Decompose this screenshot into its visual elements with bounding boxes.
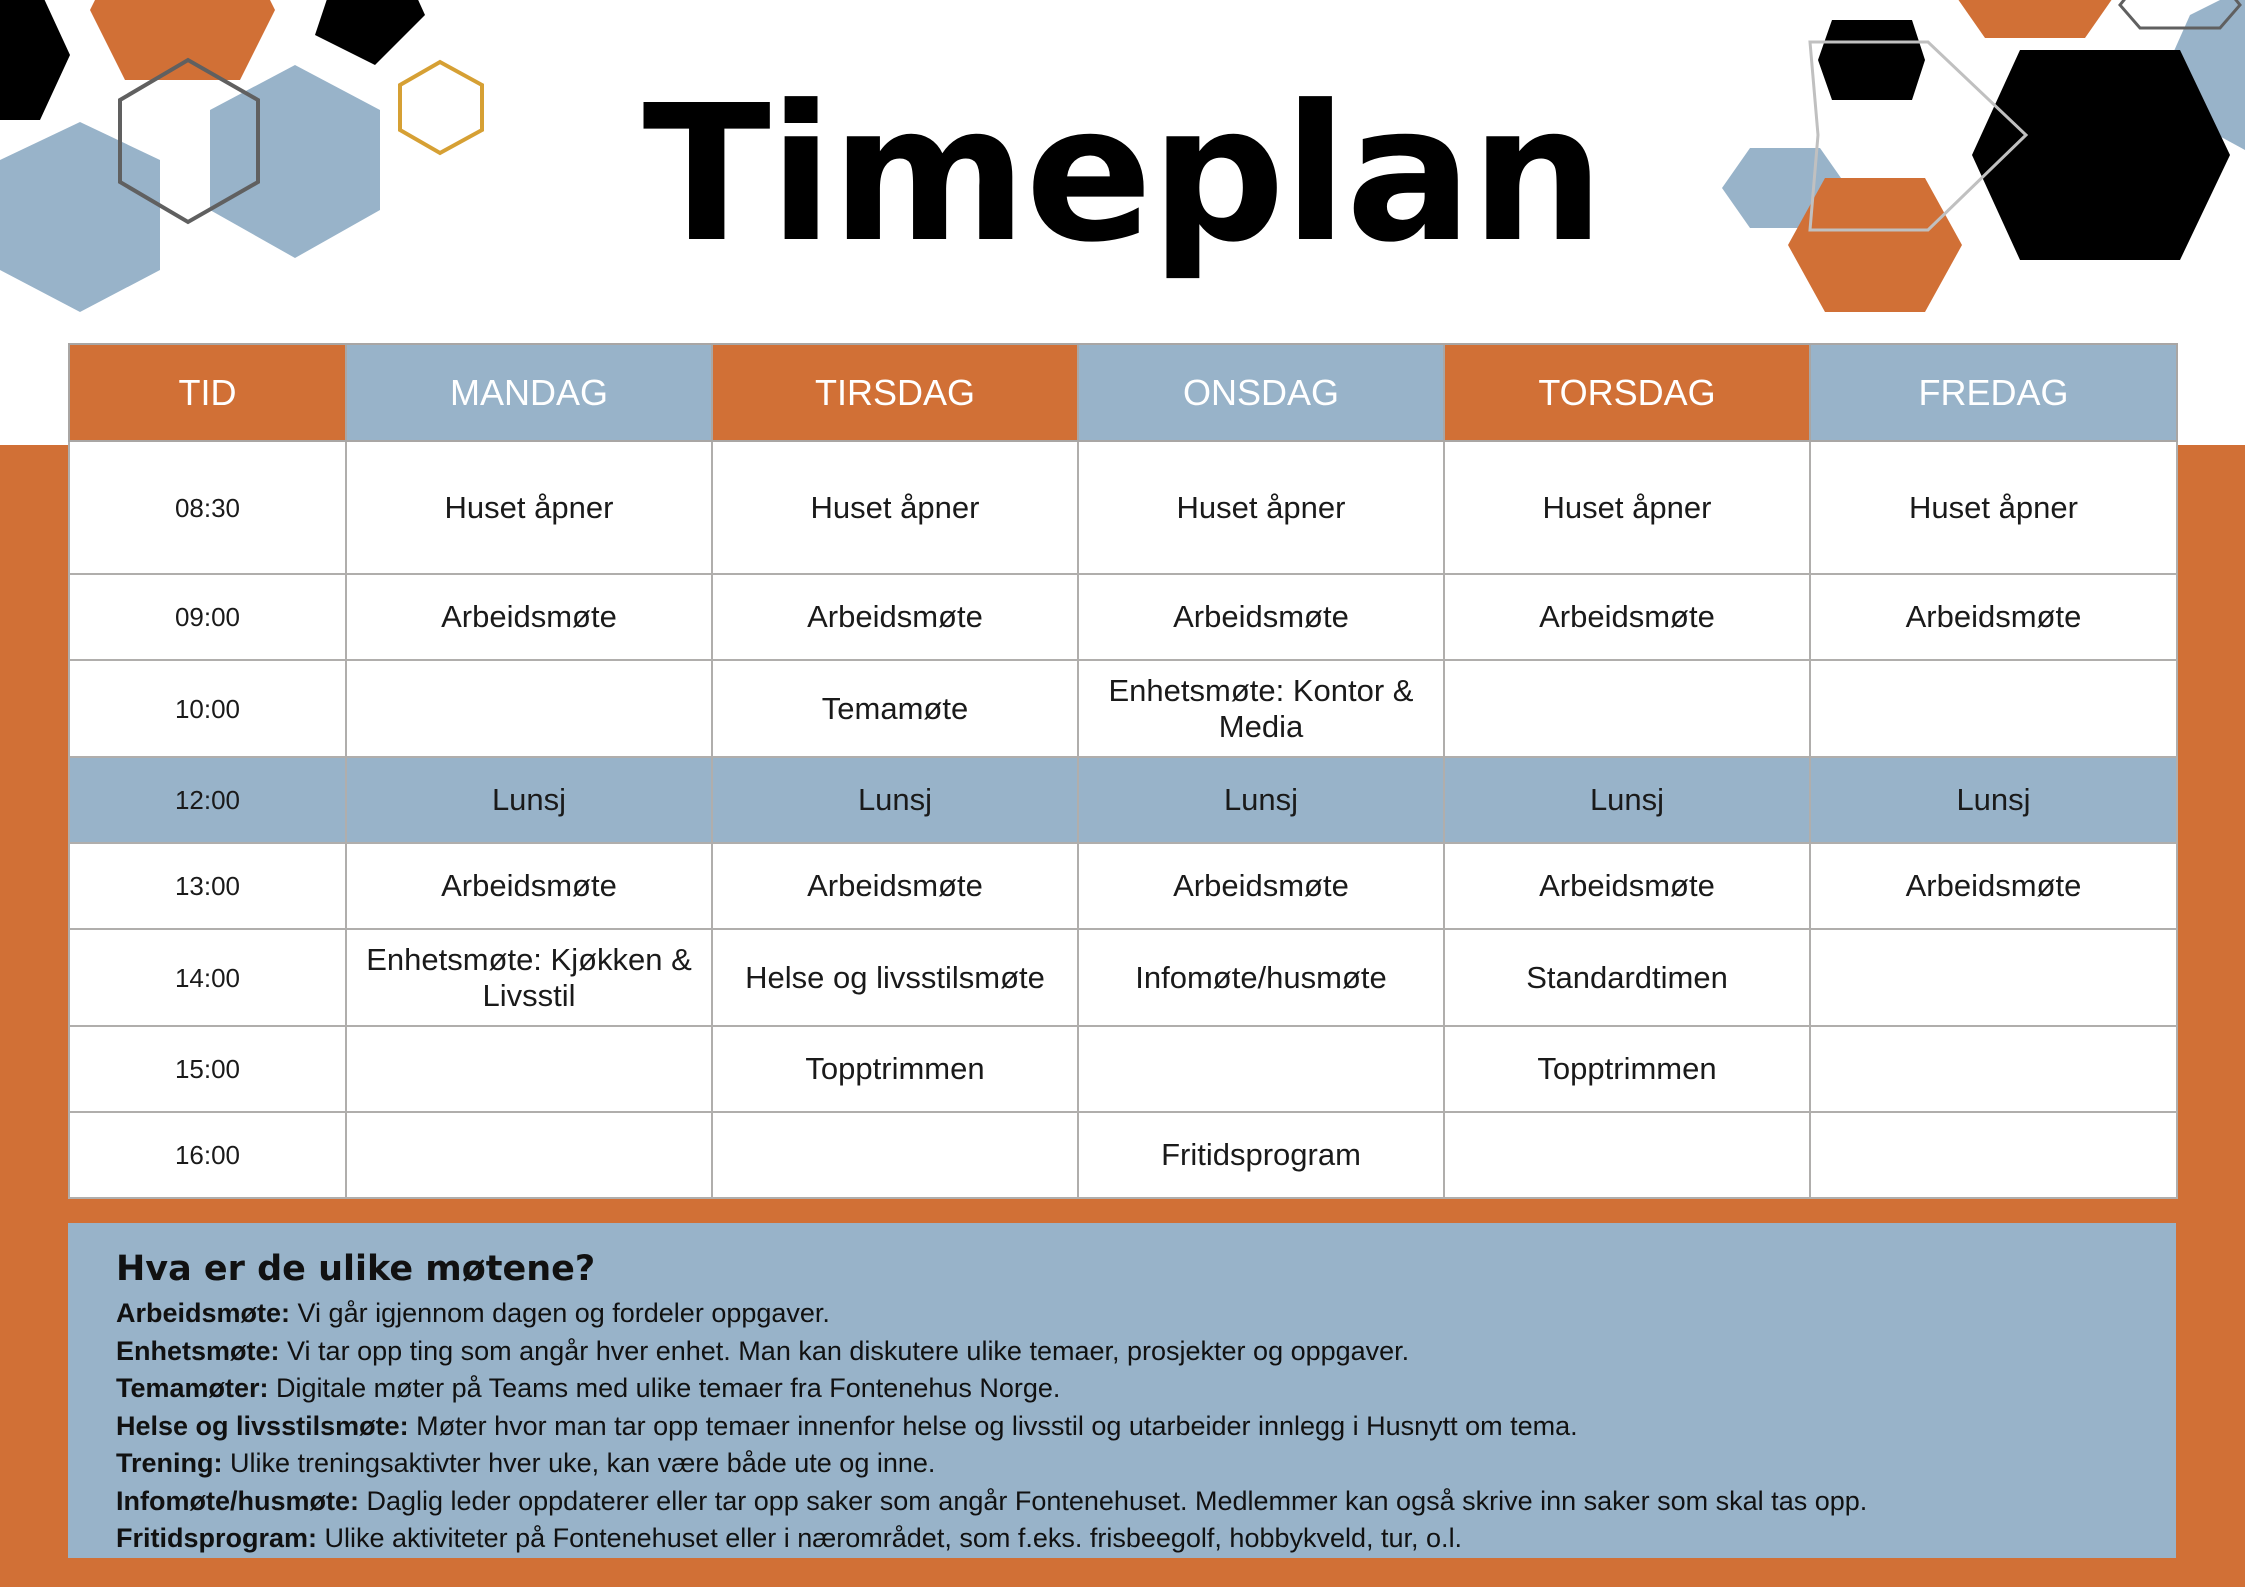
time-cell: 16:00: [69, 1112, 346, 1198]
legend-item: [116, 1295, 2128, 1333]
legend-description: Vi tar opp ting som angår hver enhet. Man kan diskutere ulike temaer, prosjekter og oppgaver.: [279, 1335, 1410, 1366]
activity-cell: Arbeidsmøte: [1810, 574, 2177, 660]
activity-cell: Huset åpner: [1810, 441, 2177, 574]
activity-cell: [1810, 660, 2177, 757]
activity-cell: Arbeidsmøte: [1444, 574, 1810, 660]
time-cell: 08:30: [69, 441, 346, 574]
activity-cell: Lunsj: [712, 757, 1078, 843]
schedule-row: [69, 660, 2177, 757]
schedule-row: [69, 441, 2177, 574]
legend-heading: Hva er de ulike møtene?: [116, 1249, 596, 1289]
activity-cell: Arbeidsmøte: [1810, 843, 2177, 929]
activity-cell: [346, 1026, 712, 1112]
activity-cell: Arbeidsmøte: [712, 574, 1078, 660]
time-cell: 15:00: [69, 1026, 346, 1112]
activity-cell: Topptrimmen: [1444, 1026, 1810, 1112]
time-cell: 12:00: [69, 757, 346, 843]
activity-cell: Huset åpner: [712, 441, 1078, 574]
schedule-row-lunch: [69, 757, 2177, 843]
legend-item: [116, 1520, 2128, 1558]
time-cell: 09:00: [69, 574, 346, 660]
activity-cell: Arbeidsmøte: [712, 843, 1078, 929]
legend-item: [116, 1483, 2128, 1521]
time-cell: 14:00: [69, 929, 346, 1026]
legend-term: Fritidsprogram:: [116, 1523, 318, 1553]
time-cell: 10:00: [69, 660, 346, 757]
header-cell-time: TID: [69, 344, 346, 441]
activity-cell: Huset åpner: [1444, 441, 1810, 574]
hexagon-shape: [90, 0, 275, 80]
legend-term: Temamøter:: [116, 1373, 269, 1403]
activity-cell: [1810, 1026, 2177, 1112]
legend-description: Digitale møter på Teams med ulike temaer fra Fontenehus Norge.: [268, 1373, 1061, 1403]
schedule-header-row: [69, 344, 2177, 441]
legend-item: [116, 1333, 2128, 1371]
activity-cell: [346, 660, 712, 757]
schedule-row: [69, 574, 2177, 660]
activity-cell: Enhetsmøte: Kjøkken & Livsstil: [346, 929, 712, 1026]
legend-term: Arbeidsmøte:: [116, 1298, 291, 1328]
activity-cell: [1078, 1026, 1444, 1112]
activity-cell: [712, 1112, 1078, 1198]
legend-term: Trening:: [116, 1448, 223, 1478]
schedule-row: [69, 1112, 2177, 1198]
activity-cell: Infomøte/husmøte: [1078, 929, 1444, 1026]
header-cell-friday: FREDAG: [1810, 344, 2177, 441]
page-title: Timeplan: [642, 65, 1603, 284]
activity-cell: Arbeidsmøte: [346, 843, 712, 929]
header-cell-thursday: TORSDAG: [1444, 344, 1810, 441]
activity-cell: Temamøte: [712, 660, 1078, 757]
activity-cell: Lunsj: [346, 757, 712, 843]
activity-cell: Arbeidsmøte: [1078, 843, 1444, 929]
schedule-table: [68, 343, 2178, 1199]
header-cell-tuesday: TIRSDAG: [712, 344, 1078, 441]
activity-cell: Lunsj: [1810, 757, 2177, 843]
schedule-row: [69, 843, 2177, 929]
activity-cell: Enhetsmøte: Kontor & Media: [1078, 660, 1444, 757]
legend-item: [116, 1370, 2128, 1408]
activity-cell: Arbeidsmøte: [346, 574, 712, 660]
activity-cell: Lunsj: [1444, 757, 1810, 843]
legend-description: Møter hvor man tar opp temaer innenfor helse og livsstil og utarbeider innlegg i Husnytt om tema.: [408, 1410, 1578, 1441]
activity-cell: Helse og livsstilsmøte: [712, 929, 1078, 1026]
activity-cell: Fritidsprogram: [1078, 1112, 1444, 1198]
legend-term: Enhetsmøte:: [116, 1335, 280, 1366]
hexagon-shape: [315, 0, 425, 65]
activity-cell: Huset åpner: [1078, 441, 1444, 574]
legend-description: Ulike aktiviteter på Fontenehuset eller i nærområdet, som f.eks. frisbeegolf, hobbykveld, tur, o.l.: [317, 1523, 1463, 1553]
header-cell-wednesday: ONSDAG: [1078, 344, 1444, 441]
activity-cell: Topptrimmen: [712, 1026, 1078, 1112]
legend-item: [116, 1445, 2128, 1483]
activity-cell: Standardtimen: [1444, 929, 1810, 1026]
header-cell-monday: MANDAG: [346, 344, 712, 441]
activity-cell: [1810, 1112, 2177, 1198]
time-cell: 13:00: [69, 843, 346, 929]
activity-cell: [1444, 660, 1810, 757]
legend-term: Helse og livsstilsmøte:: [116, 1410, 409, 1441]
meeting-legend-panel: [68, 1223, 2176, 1558]
legend-description: Daglig leder oppdaterer eller tar opp saker som angår Fontenehuset. Medlemmer kan også skrive inn saker som skal tas opp.: [359, 1485, 1868, 1516]
activity-cell: Arbeidsmøte: [1078, 574, 1444, 660]
hexagon-shape: [1955, 0, 2115, 38]
activity-cell: [346, 1112, 712, 1198]
activity-cell: Lunsj: [1078, 757, 1444, 843]
legend-item: [116, 1408, 2128, 1446]
schedule-row: [69, 929, 2177, 1026]
legend-description: Ulike treningsaktivter hver uke, kan være både ute og inne.: [222, 1448, 936, 1478]
activity-cell: Arbeidsmøte: [1444, 843, 1810, 929]
activity-cell: [1810, 929, 2177, 1026]
activity-cell: Huset åpner: [346, 441, 712, 574]
activity-cell: [1444, 1112, 1810, 1198]
legend-description: Vi går igjennom dagen og fordeler oppgaver.: [290, 1298, 830, 1328]
schedule-row: [69, 1026, 2177, 1112]
legend-term: Infomøte/husmøte:: [116, 1485, 359, 1516]
